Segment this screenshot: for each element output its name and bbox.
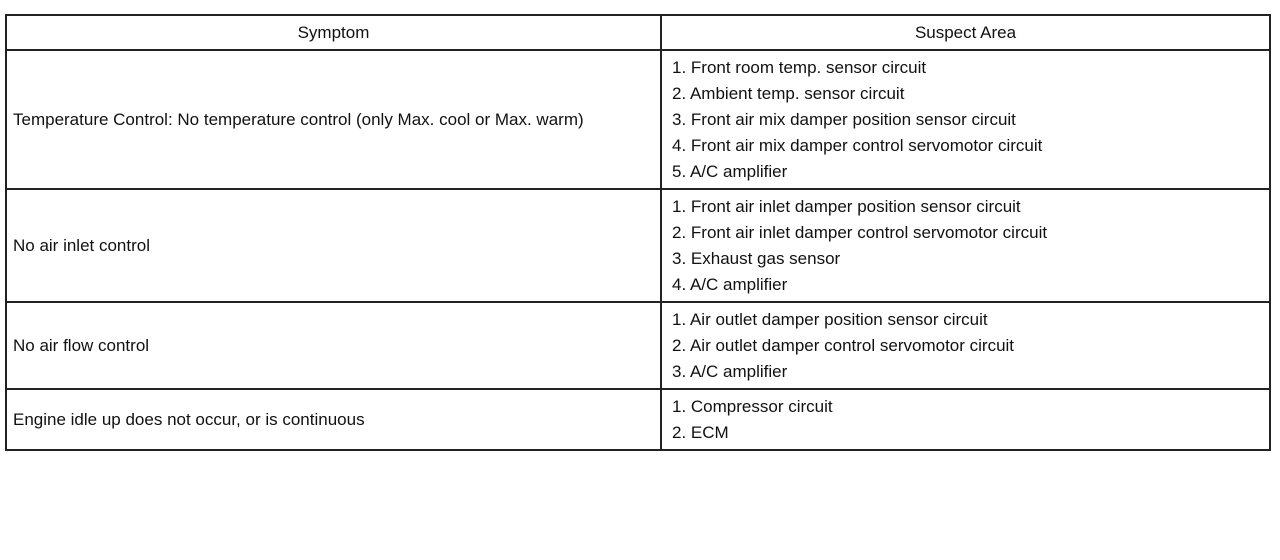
- suspect-area-list: [672, 394, 1261, 446]
- suspect-area-item: 2. ECM: [672, 423, 729, 442]
- suspect-area-item: 5. A/C amplifier: [672, 162, 788, 181]
- suspect-area-item: 1. Front air inlet damper position sensor circuit: [672, 197, 1021, 216]
- suspect-area-item: 1. Compressor circuit: [672, 397, 833, 416]
- suspect-area-cell: [661, 50, 1270, 189]
- symptom-cell: No air flow control: [6, 302, 661, 389]
- table-row: [6, 50, 1270, 189]
- suspect-area-item: 4. Front air mix damper control servomotor circuit: [672, 136, 1043, 155]
- symptom-cell: Engine idle up does not occur, or is continuous: [6, 389, 661, 450]
- table-row: [6, 302, 1270, 389]
- suspect-area-item: 3. A/C amplifier: [672, 362, 788, 381]
- symptom-table: [5, 14, 1271, 451]
- suspect-area-item: 2. Ambient temp. sensor circuit: [672, 84, 905, 103]
- header-row: [6, 15, 1270, 50]
- table-row: [6, 389, 1270, 450]
- suspect-area-cell: [661, 389, 1270, 450]
- symptom-column-header: Symptom: [6, 15, 661, 50]
- suspect-area-item: 2. Front air inlet damper control servomotor circuit: [672, 223, 1048, 242]
- suspect-area-cell: [661, 189, 1270, 302]
- suspect-area-item: 3. Exhaust gas sensor: [672, 249, 841, 268]
- suspect-area-item: 1. Air outlet damper position sensor circuit: [672, 310, 988, 329]
- suspect-area-list: [672, 194, 1261, 298]
- symptom-cell: No air inlet control: [6, 189, 661, 302]
- suspect-area-item: 3. Front air mix damper position sensor circuit: [672, 110, 1016, 129]
- suspect-area-list: [672, 55, 1261, 185]
- suspect-area-item: 2. Air outlet damper control servomotor circuit: [672, 336, 1015, 355]
- table-row: [6, 189, 1270, 302]
- symptom-cell: Temperature Control: No temperature control (only Max. cool or Max. warm): [6, 50, 661, 189]
- suspect-area-item: 1. Front room temp. sensor circuit: [672, 58, 927, 77]
- suspect-area-list: [672, 307, 1261, 385]
- suspect-area-item: 4. A/C amplifier: [672, 275, 788, 294]
- suspect-area-column-header: Suspect Area: [661, 15, 1270, 50]
- suspect-area-cell: [661, 302, 1270, 389]
